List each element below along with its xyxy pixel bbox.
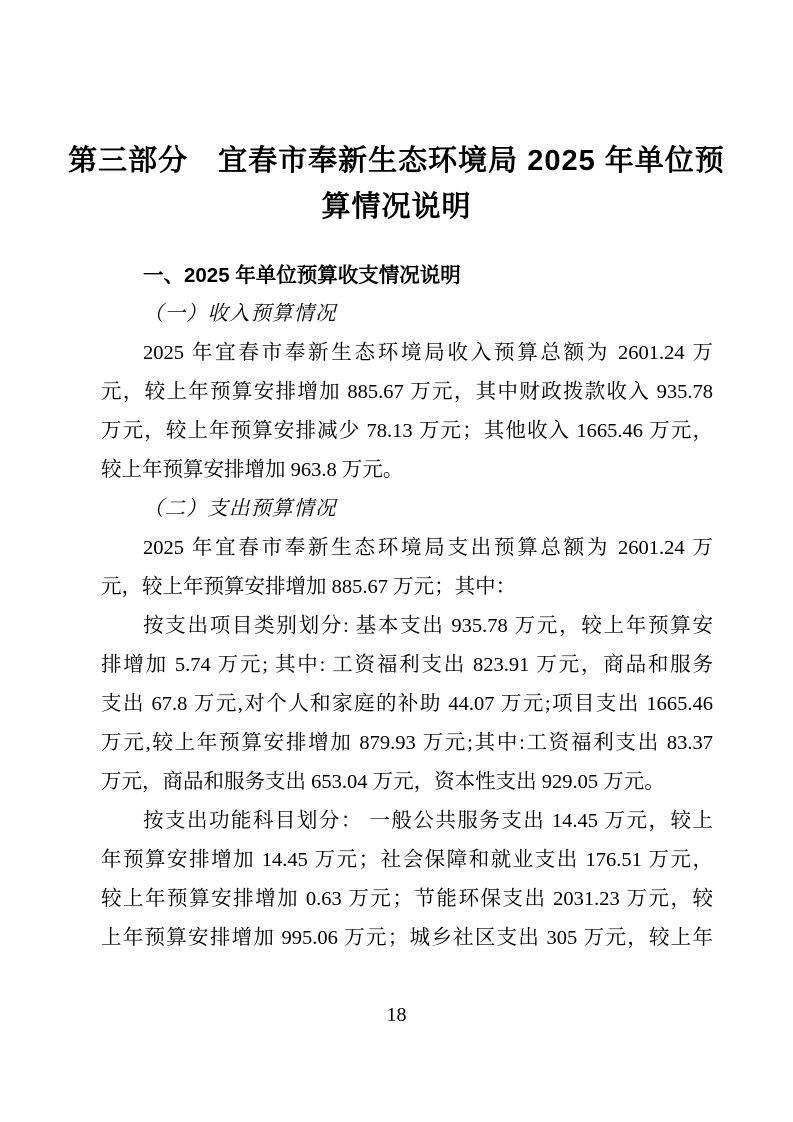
text-line: 按支出功能科目划分： 一般公共服务支出 14.45 万元，较上 [143, 810, 713, 832]
text-line: 元，较上年预算安排增加 885.67 万元；其中： [101, 576, 517, 598]
section-heading-budget-overview: 一、2025 年单位预算收支情况说明 [143, 264, 461, 287]
text-line: 万元,较上年预算安排增加 879.93 万元;其中:工资福利支出 83.37 [101, 732, 713, 754]
text-line: 排增加 5.74 万元; 其中: 工资福利支出 823.91 万元，商品和服务 [101, 654, 713, 676]
text-line: 上年预算安排增加 995.06 万元；城乡社区支出 305 万元，较上年 [101, 927, 713, 949]
document-body [101, 256, 713, 958]
income-paragraph [101, 334, 713, 490]
document-title [0, 138, 793, 230]
subsection-heading-income: （一）收入预算情况 [143, 303, 337, 325]
text-line: 支出 67.8 万元,对个人和家庭的补助 44.07 万元;项目支出 1665.46 [101, 693, 713, 715]
text-line: 2025 年宜春市奉新生态环境局支出预算总额为 2601.24 万 [143, 537, 713, 559]
title-line-1: 第三部分 宜春市奉新生态环境局 2025 年单位预 [68, 145, 725, 177]
expense-total-paragraph [101, 529, 713, 607]
text-line: 按支出项目类别划分: 基本支出 935.78 万元，较上年预算安 [143, 615, 713, 637]
subsection-heading-expense: （二）支出预算情况 [143, 498, 337, 520]
expense-by-category-paragraph [101, 607, 713, 802]
text-line: 较上年预算安排增加 0.63 万元；节能环保支出 2031.23 万元，较 [101, 888, 713, 910]
title-line-2: 算情况说明 [321, 191, 472, 223]
text-line: 元，较上年预算安排增加 885.67 万元，其中财政拨款收入 935.78 [101, 381, 713, 403]
text-line: 较上年预算安排增加 963.8 万元。 [101, 459, 404, 481]
text-line: 年预算安排增加 14.45 万元；社会保障和就业支出 176.51 万元， [101, 849, 713, 871]
text-line: 万元，商品和服务支出 653.04 万元，资本性支出 929.05 万元。 [101, 771, 665, 793]
text-line: 万元，较上年预算安排减少 78.13 万元；其他收入 1665.46 万元， [101, 420, 713, 442]
page-number: 18 [386, 1004, 407, 1026]
expense-by-function-paragraph [101, 802, 713, 958]
text-line: 2025 年宜春市奉新生态环境局收入预算总额为 2601.24 万 [143, 342, 713, 364]
